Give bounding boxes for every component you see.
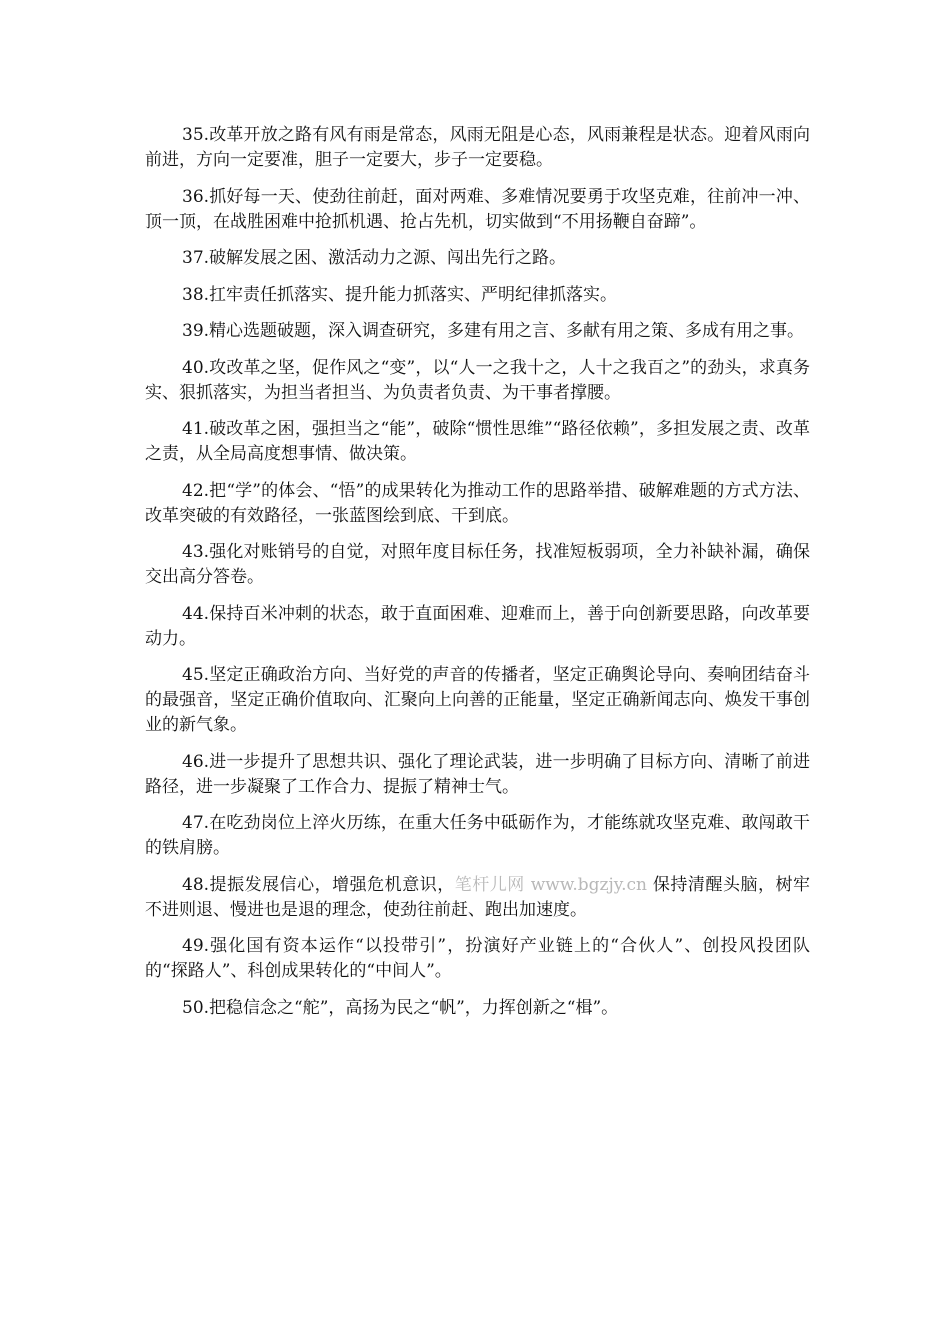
paragraph-45: 45.坚定正确政治方向、当好党的声音的传播者，坚定正确舆论导向、奏响团结奋斗的最强音，坚定正确价值取向、汇聚向上向善的正能量，坚定正确新闻志向、焕发干事创业的新气象。 <box>145 665 810 735</box>
paragraph-40: 40.攻改革之坚，促作风之“变”，以“人一之我十之，人十之我百之”的劲头，求真务实、狠抓落实，为担当者担当、为负责者负责、为干事者撑腰。 <box>145 357 810 403</box>
paragraph-39: 39.精心选题破题，深入调查研究，多建有用之言、多献有用之策、多成有用之事。 <box>182 321 805 341</box>
watermark-text: 笔杆儿网 www.bgzjy.cn <box>454 874 647 895</box>
paragraph-49: 49.强化国有资本运作“以投带引”，扮演好产业链上的“合伙人”、创投风投团队的“探路人”、科创成果转化的“中间人”。 <box>145 936 810 981</box>
paragraph-42: 42.把“学”的体会、“悟”的成果转化为推动工作的思路举措、破解难题的方式方法、改革突破的有效路径，一张蓝图绘到底、干到底。 <box>145 480 810 526</box>
paragraph-50: 50.把稳信念之“舵”，高扬为民之“帆”，力挥创新之“楫”。 <box>182 997 619 1018</box>
document-body <box>145 123 810 1032</box>
paragraph-37: 37.破解发展之困、激活动力之源、闯出先行之路。 <box>182 248 567 268</box>
paragraph-48 <box>145 873 810 923</box>
paragraph-41: 41.破改革之困，强担当之“能”，破除“惯性思维”“路径依赖”，多担发展之责、改革之责，从全局高度想事情、做决策。 <box>145 419 810 464</box>
paragraph-38: 38.扛牢责任抓落实、提升能力抓落实、严明纪律抓落实。 <box>182 284 618 305</box>
paragraph-48-start: 48.提振发展信心，增强危机意识， <box>182 874 455 895</box>
paragraph-47: 47.在吃劲岗位上淬火历练，在重大任务中砥砺作为，才能练就攻坚克难、敢闯敢干的铁肩膀。 <box>145 813 810 858</box>
paragraph-48-end: 保持清醒头脑，树牢不进则退、慢进也是退的理念，使劲往前赶、跑出加速度。 <box>145 874 811 920</box>
paragraph-44: 44.保持百米冲刺的状态，敢于直面困难、迎难而上，善于向创新要思路，向改革要动力。 <box>145 603 810 649</box>
paragraph-36: 36.抓好每一天、使劲往前赶，面对两难、多难情况要勇于攻坚克难，往前冲一冲、顶一顶，在战胜困难中抢抓机遇、抢占先机，切实做到“不用扬鞭自奋蹄”。 <box>145 186 810 232</box>
paragraph-35: 35.改革开放之路有风有雨是常态，风雨无阻是心态，风雨兼程是状态。迎着风雨向前进，方向一定要准，胆子一定要大，步子一定要稳。 <box>145 125 810 170</box>
paragraph-43: 43.强化对账销号的自觉，对照年度目标任务，找准短板弱项，全力补缺补漏，确保交出高分答卷。 <box>145 542 810 587</box>
paragraph-46: 46.进一步提升了思想共识、强化了理论武装，进一步明确了目标方向、清晰了前进路径，进一步凝聚了工作合力、提振了精神士气。 <box>145 751 810 797</box>
